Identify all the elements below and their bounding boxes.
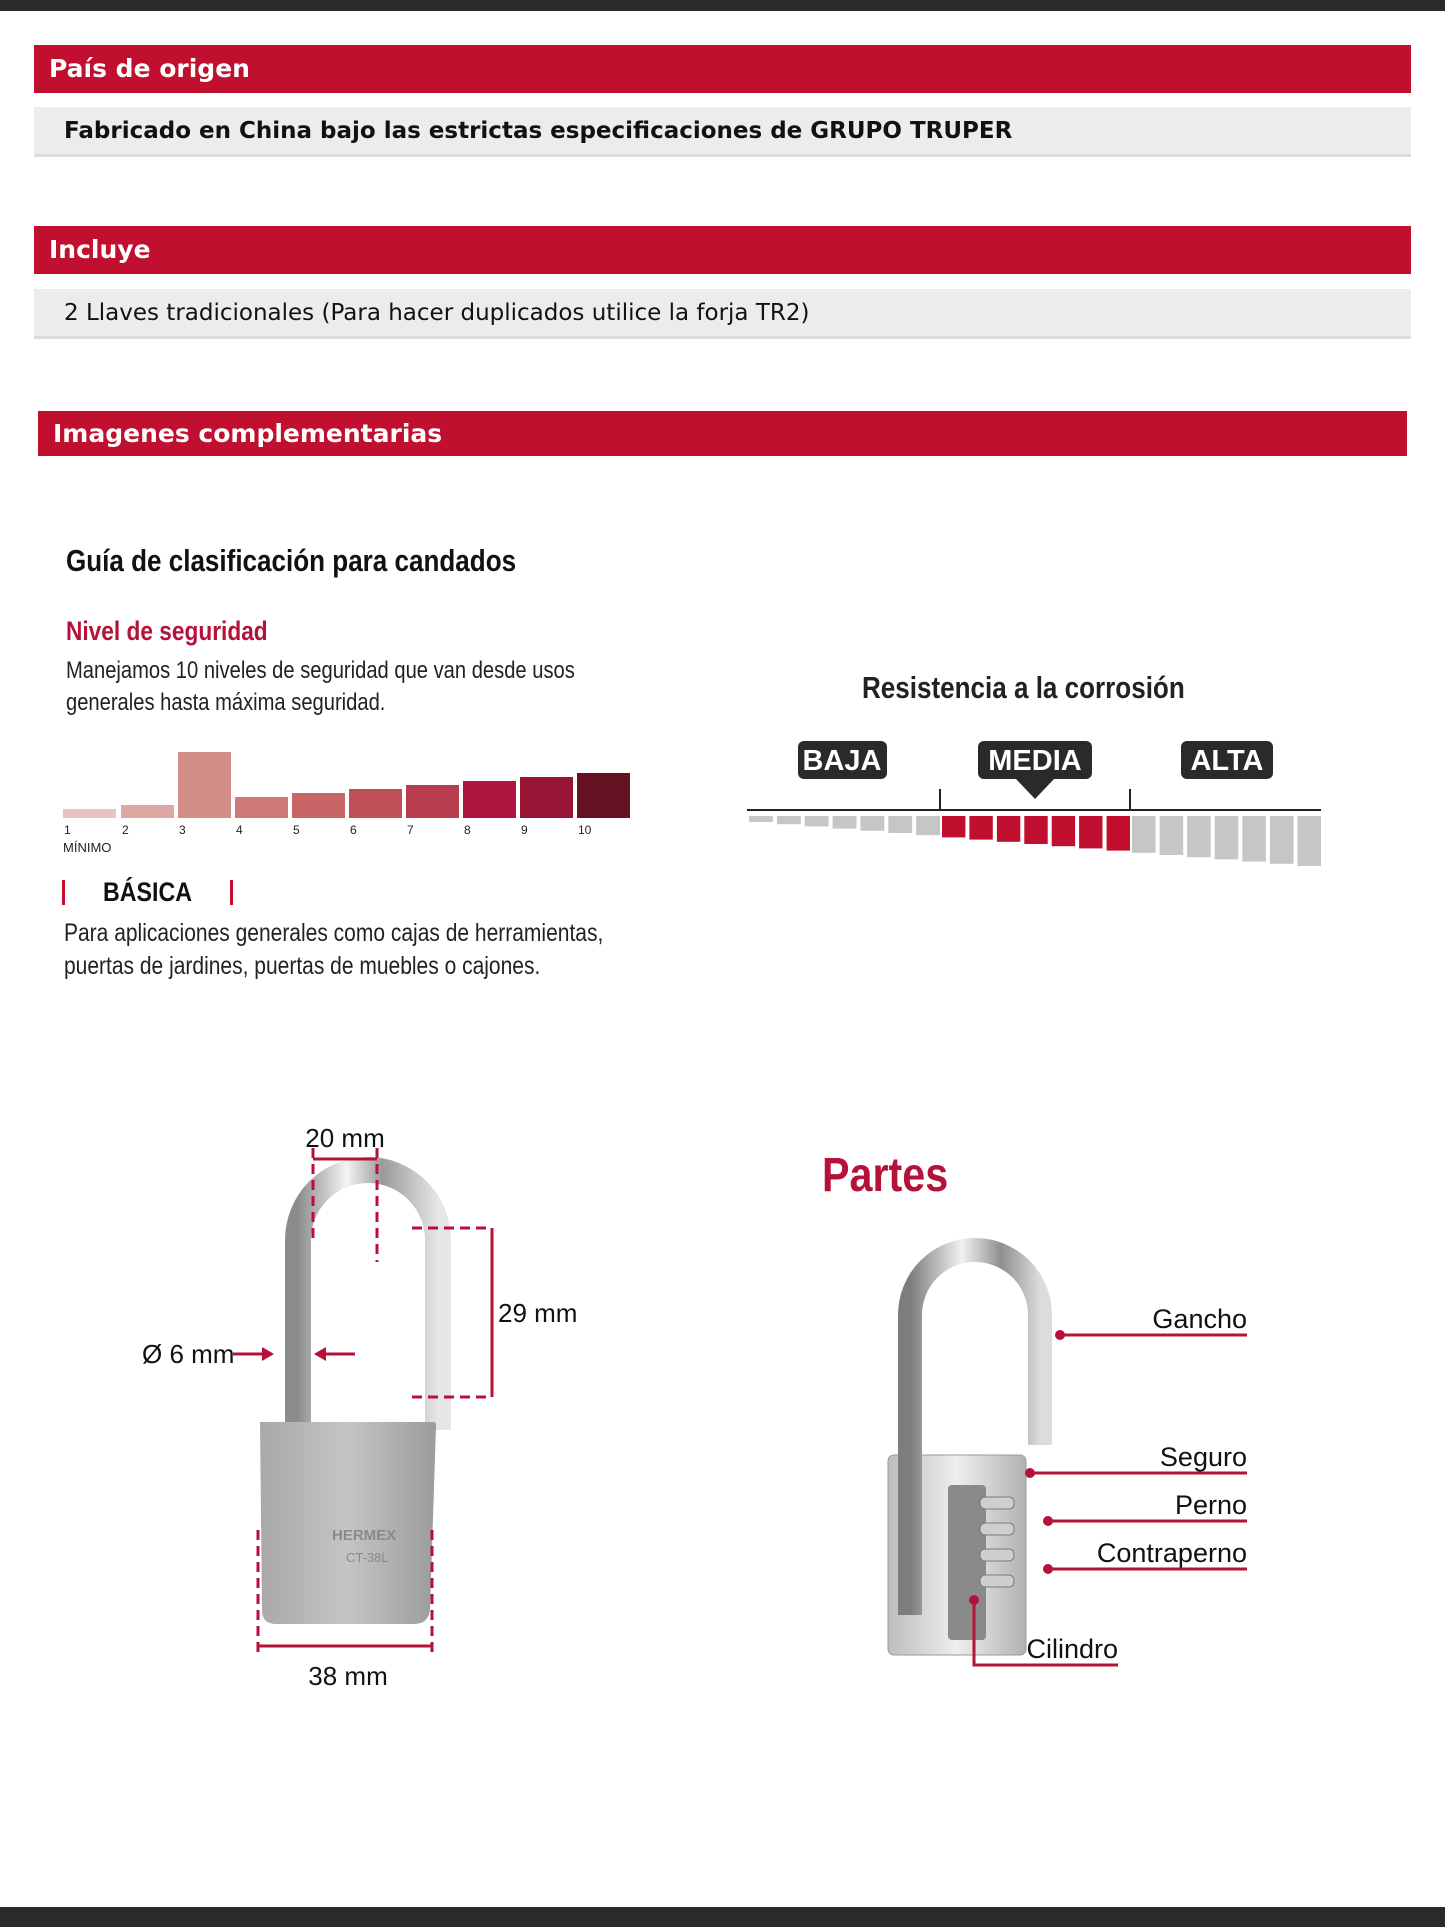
security-level-tick-9: 9 bbox=[521, 823, 528, 837]
origin-text: Fabricado en China bajo las estrictas especificaciones de GRUPO TRUPER bbox=[34, 107, 1411, 157]
corrosion-bar-5 bbox=[860, 816, 884, 831]
corrosion-bar-20 bbox=[1270, 816, 1294, 864]
parts-cylinder bbox=[948, 1485, 986, 1640]
part-label-perno: Perno bbox=[1174, 1490, 1247, 1520]
padlock-parts-figure bbox=[870, 1235, 1265, 1675]
corrosion-bar-1 bbox=[749, 816, 773, 822]
security-desc-line-1: Manejamos 10 niveles de seguridad que van desde usos bbox=[66, 657, 575, 684]
corrosion-label-media bbox=[978, 741, 1092, 799]
security-level-bar-10 bbox=[577, 773, 630, 818]
security-level-bar-5 bbox=[292, 793, 345, 818]
padlock-dimensions-figure bbox=[130, 1110, 600, 1710]
security-level-bar-2 bbox=[121, 805, 174, 818]
security-desc-line-2: generales hasta máxima seguridad. bbox=[66, 689, 386, 716]
corrosion-title: Resistencia a la corrosión bbox=[862, 670, 1185, 705]
security-level-bar-8 bbox=[463, 781, 516, 818]
security-level-bar-6 bbox=[349, 789, 402, 818]
corrosion-bar-15 bbox=[1132, 816, 1156, 853]
corrosion-chart bbox=[745, 735, 1335, 875]
corrosion-bar-6 bbox=[888, 816, 912, 833]
corrosion-bar-7 bbox=[916, 816, 940, 835]
svg-text:MEDIA: MEDIA bbox=[988, 745, 1082, 777]
corrosion-bar-17 bbox=[1187, 816, 1211, 857]
security-level-tick-8: 8 bbox=[464, 823, 471, 837]
security-level-description bbox=[66, 655, 575, 719]
corrosion-label-alta bbox=[1181, 741, 1273, 779]
corrosion-bar-9 bbox=[969, 816, 992, 840]
corrosion-bar-16 bbox=[1160, 816, 1184, 855]
security-level-tick-2: 2 bbox=[122, 823, 129, 837]
section-header-origin: País de origen bbox=[34, 45, 1411, 93]
selected-indicator bbox=[1016, 779, 1054, 799]
model-engraving: CT-38L bbox=[346, 1550, 389, 1565]
category-description bbox=[64, 917, 603, 983]
security-level-bar-7 bbox=[406, 785, 459, 818]
security-level-tick-7: 7 bbox=[407, 823, 414, 837]
brand-engraving: HERMEX bbox=[332, 1527, 397, 1544]
corrosion-bar-11 bbox=[1024, 816, 1047, 844]
bracket-left bbox=[62, 880, 65, 905]
security-level-chart bbox=[55, 740, 655, 860]
corrosion-label-baja bbox=[798, 741, 887, 779]
section-header-images: Imagenes complementarias bbox=[38, 411, 1407, 456]
bracket-right bbox=[230, 880, 233, 905]
corrosion-bar-18 bbox=[1215, 816, 1239, 859]
section-header-includes: Incluye bbox=[34, 226, 1411, 274]
security-level-tick-1: 1 bbox=[64, 823, 71, 837]
corrosion-bar-10 bbox=[997, 816, 1020, 842]
svg-text:BAJA: BAJA bbox=[802, 745, 882, 777]
security-level-title: Nivel de seguridad bbox=[66, 616, 268, 646]
category-desc-line-2: puertas de jardines, puertas de muebles o cajones. bbox=[64, 952, 541, 980]
bottom-border bbox=[0, 1907, 1445, 1927]
corrosion-bar-8 bbox=[942, 816, 965, 837]
corrosion-bar-14 bbox=[1107, 816, 1130, 851]
security-level-tick-3: 3 bbox=[179, 823, 186, 837]
svg-text:ALTA: ALTA bbox=[1190, 745, 1264, 777]
padlock-body bbox=[260, 1422, 436, 1624]
min-label: MÍNIMO bbox=[63, 840, 112, 855]
part-label-seguro: Seguro bbox=[1159, 1442, 1247, 1472]
category-label: BÁSICA bbox=[103, 877, 193, 907]
shackle bbox=[298, 1170, 438, 1440]
part-label-gancho: Gancho bbox=[1152, 1304, 1247, 1334]
part-label-contraperno: Contraperno bbox=[1096, 1538, 1247, 1568]
security-level-tick-4: 4 bbox=[236, 823, 243, 837]
top-border bbox=[0, 0, 1445, 11]
corrosion-bar-4 bbox=[833, 816, 857, 829]
part-label-cilindro: Cilindro bbox=[1026, 1634, 1118, 1664]
security-level-bar-1 bbox=[63, 809, 116, 818]
dim-body-width: 38 mm bbox=[308, 1661, 388, 1691]
security-level-tick-6: 6 bbox=[350, 823, 357, 837]
corrosion-bar-12 bbox=[1052, 816, 1075, 846]
security-level-bar-3 bbox=[178, 752, 231, 818]
guide-title: Guía de clasificación para candados bbox=[66, 543, 517, 578]
parts-title: Partes bbox=[822, 1149, 949, 1202]
dim-shackle-height: 29 mm bbox=[498, 1298, 578, 1328]
dim-shackle-width: 20 mm bbox=[305, 1123, 385, 1153]
corrosion-bar-3 bbox=[805, 816, 829, 826]
security-level-bar-4 bbox=[235, 797, 288, 818]
corrosion-bar-19 bbox=[1242, 816, 1266, 862]
category-desc-line-1: Para aplicaciones generales como cajas de herramientas, bbox=[64, 919, 604, 947]
corrosion-bar-13 bbox=[1079, 816, 1102, 848]
corrosion-bar-2 bbox=[777, 816, 801, 824]
corrosion-bar-21 bbox=[1297, 816, 1321, 866]
includes-text: 2 Llaves tradicionales (Para hacer duplicados utilice la forja TR2) bbox=[34, 289, 1411, 339]
security-level-bar-9 bbox=[520, 777, 573, 818]
dim-shackle-diameter: Ø 6 mm bbox=[142, 1339, 235, 1369]
security-level-tick-5: 5 bbox=[293, 823, 300, 837]
security-level-tick-10: 10 bbox=[578, 823, 592, 837]
